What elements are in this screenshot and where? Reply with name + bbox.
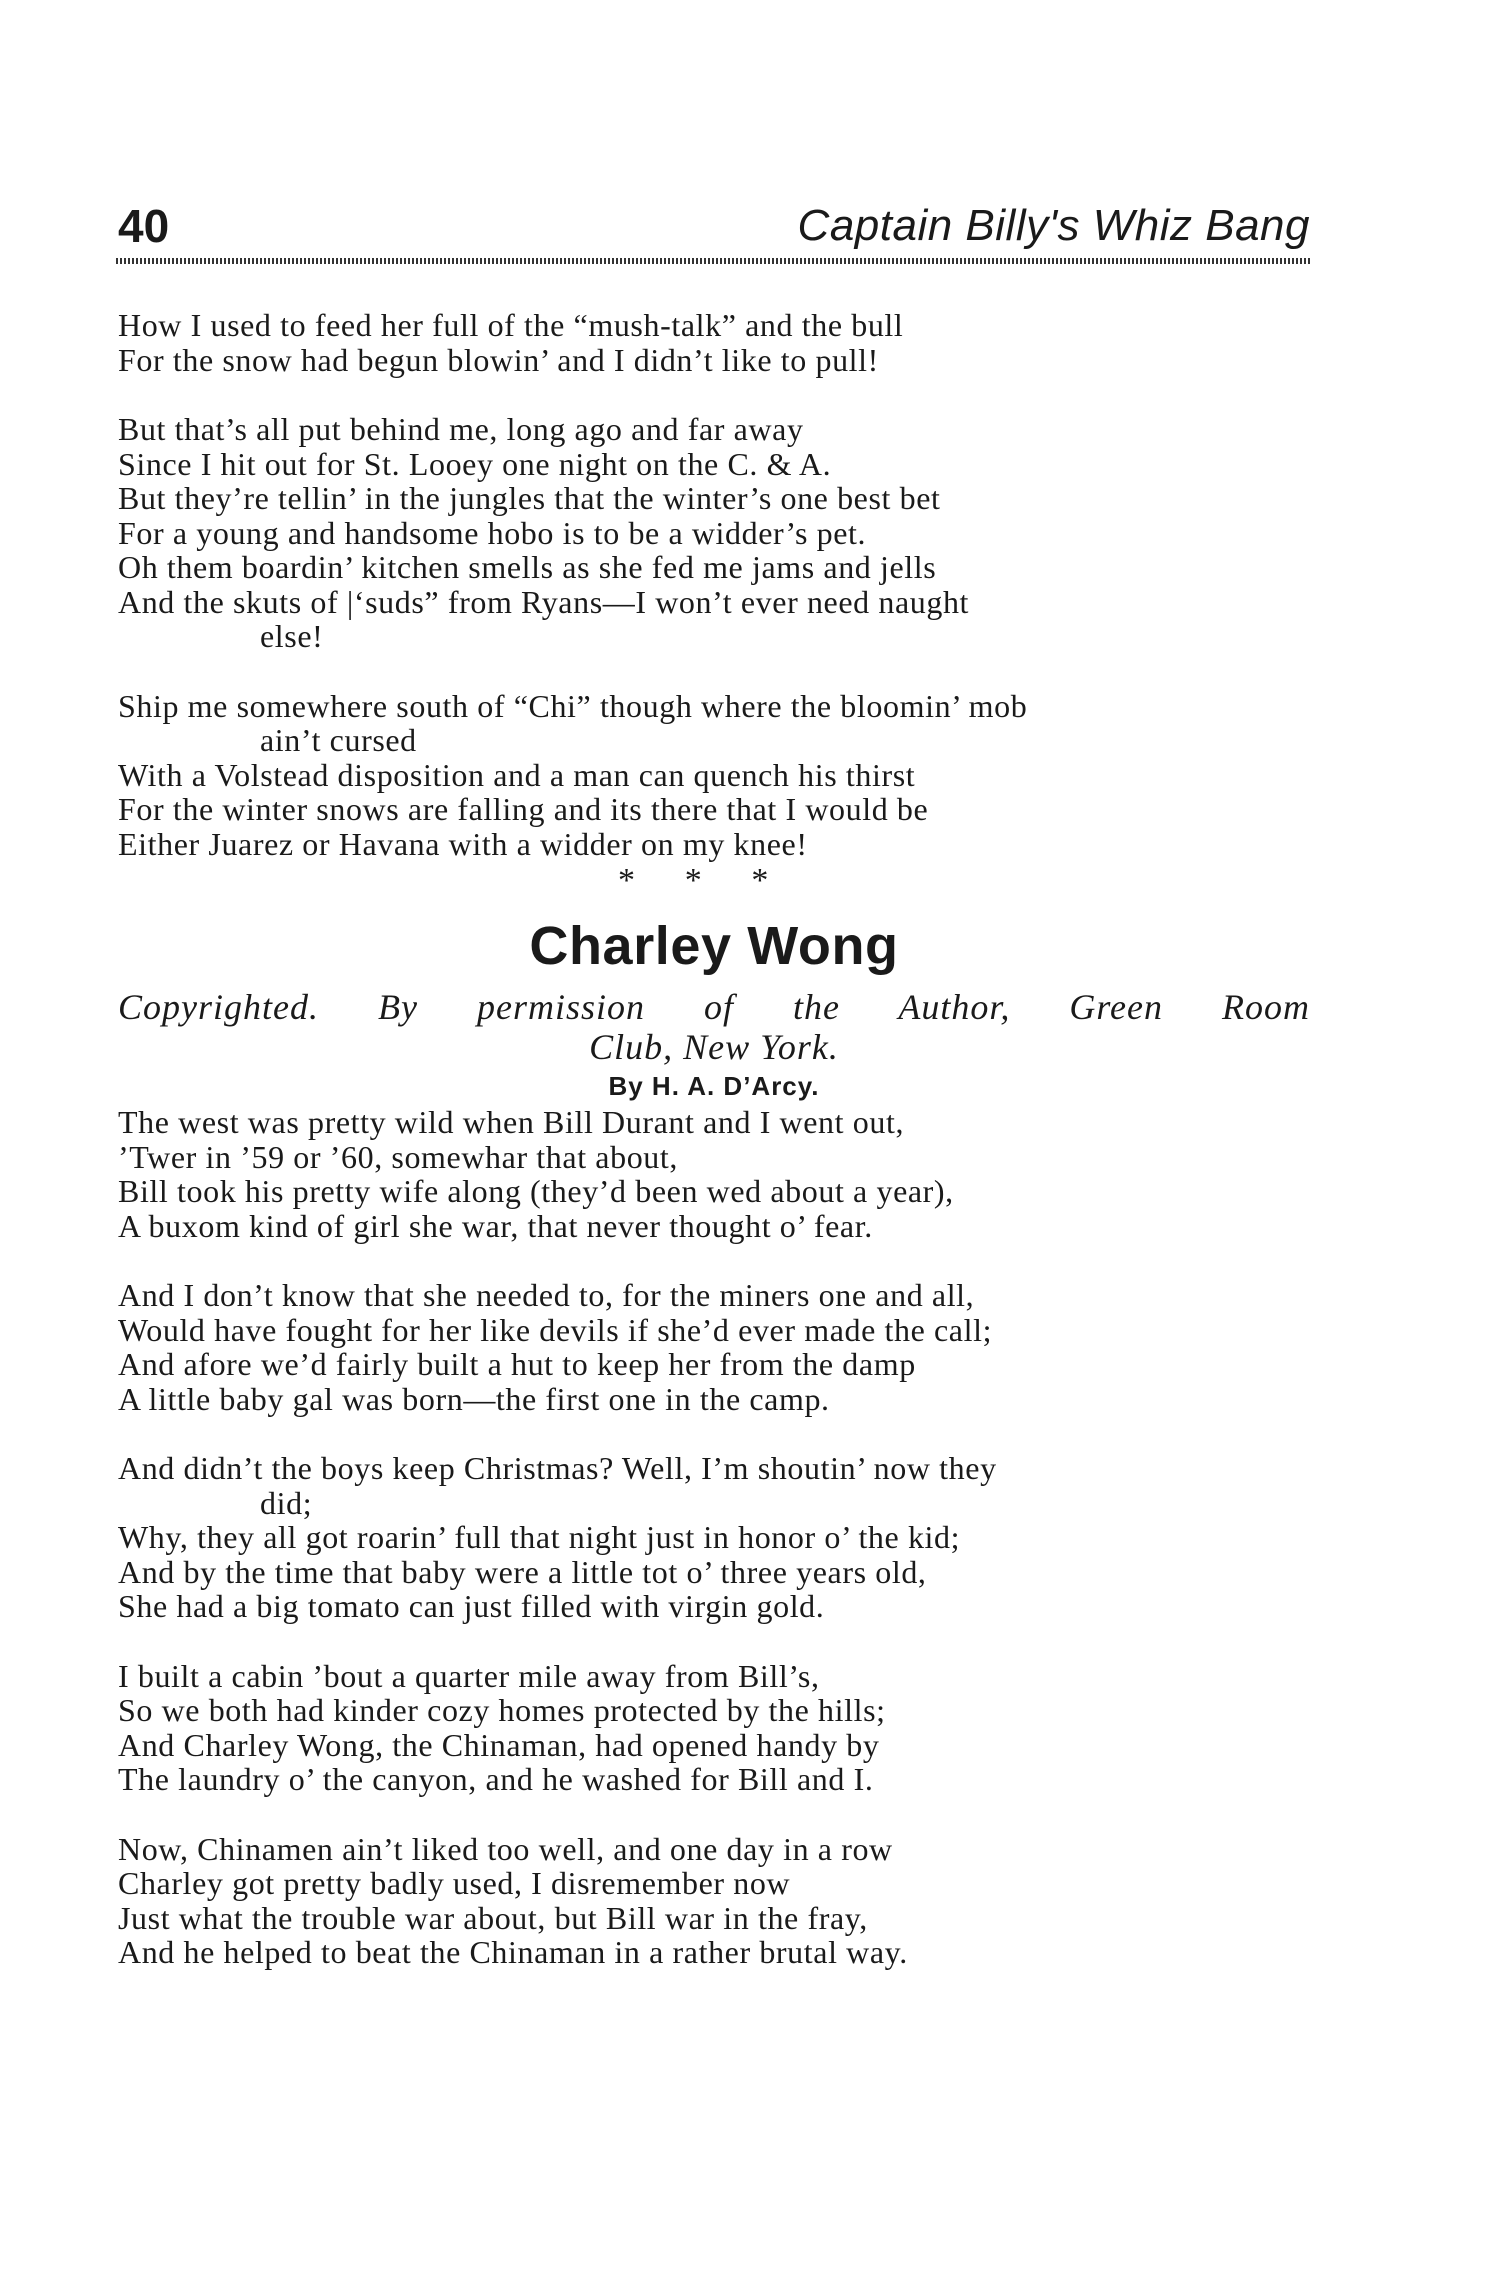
verse-line: How I used to feed her full of the “mush-talk” and the bull (118, 307, 904, 343)
stanza (118, 1832, 1318, 1970)
verse-line: Since I hit out for St. Looey one night on the C. & A. (118, 445, 832, 482)
verse-line: Why, they all got roarin’ full that night just in honor o’ the kid; (118, 1519, 961, 1555)
verse-line: The west was pretty wild when Bill Durant and I went out, (118, 1104, 905, 1140)
verse-line: A buxom kind of girl she war, that never thought o’ fear. (118, 1207, 873, 1244)
verse-line: And by the time that baby were a little tot o’ three years old, (118, 1553, 927, 1590)
verse-line: Ship me somewhere south of “Chi” though where the bloomin’ mob (118, 687, 1028, 724)
stanza (118, 1659, 1318, 1797)
verse-line: But that’s all put behind me, long ago and far away (118, 411, 804, 447)
running-title: Captain Billy's Whiz Bang (797, 201, 1310, 250)
stanza-gap (118, 377, 1318, 412)
verse-line: But they’re tellin’ in the jungles that the winter’s one best bet (118, 480, 941, 516)
stanza-gap (118, 654, 1318, 689)
header-rule (116, 258, 1312, 264)
page-number: 40 (118, 200, 170, 252)
verse-line: did; (260, 1484, 313, 1521)
verse-line: else! (260, 618, 324, 654)
stanza (118, 689, 1318, 862)
verse-line: Bill took his pretty wife along (they’d been wed about a year), (118, 1173, 954, 1209)
verse-line: ain’t cursed (260, 722, 417, 758)
verse-line: A little baby gal was born—the first one in the camp. (118, 1380, 830, 1417)
verse-line: And the skuts of |‘suds” from Ryans—I won’t ever need naught (118, 583, 970, 620)
verse-line: The laundry o’ the canyon, and he washed for Bill and I. (118, 1761, 874, 1797)
verse-line: Either Juarez or Havana with a widder on my knee! (118, 825, 808, 862)
verse-line: So we both had kinder cozy homes protected by the hills; (118, 1692, 886, 1728)
stanza (118, 1278, 1318, 1416)
stanza-gap (118, 1624, 1318, 1659)
verse-line: Oh them boardin’ kitchen smells as she fed me jams and jells (118, 549, 937, 585)
charley-wong-poem (118, 1105, 1318, 1970)
verse-line: And Charley Wong, the Chinaman, had opened handy by (118, 1726, 880, 1763)
stanza (118, 412, 1318, 654)
verse-line: And he helped to beat the Chinaman in a rather brutal way. (118, 1934, 908, 1970)
stanza-gap (118, 1416, 1318, 1451)
copyright-credit-line-2: Club, New York. (589, 1027, 839, 1067)
poem-continuation (118, 308, 1318, 861)
verse-line: With a Volstead disposition and a man can quench his thirst (118, 756, 916, 793)
author-byline: By H. A. D’Arcy. (608, 1071, 820, 1101)
verse-line: And I don’t know that she needed to, for the miners one and all, (118, 1277, 975, 1313)
verse-line: I built a cabin ’bout a quarter mile away from Bill’s, (118, 1657, 820, 1694)
page-body (118, 308, 1318, 1970)
stanza (118, 308, 1318, 377)
verse-line: For a young and handsome hobo is to be a widder’s pet. (118, 514, 867, 551)
page-header (118, 198, 1310, 258)
verse-line: Would have fought for her like devils if she’d ever made the call; (118, 1311, 993, 1348)
stanza (118, 1105, 1318, 1243)
verse-line: And didn’t the boys keep Christmas? Well, I’m shoutin’ now they (118, 1450, 997, 1486)
verse-line: For the winter snows are falling and its there that I would be (118, 791, 929, 827)
section-separator: * * * (618, 862, 769, 899)
verse-line: For the snow had begun blowin’ and I didn’t like to pull! (118, 341, 879, 378)
stanza-gap (118, 1243, 1318, 1278)
stanza-gap (118, 1797, 1318, 1832)
verse-line: She had a big tomato can just filled with virgin gold. (118, 1588, 825, 1624)
copyright-credit-line-1: Copyrighted. By permission of the Author, Green Room (118, 987, 1310, 1027)
verse-line: ’Twer in ’59 or ’60, somewhar that about, (118, 1138, 678, 1175)
stanza (118, 1451, 1318, 1624)
verse-line: Charley got pretty badly used, I disremember now (118, 1865, 791, 1901)
verse-line: Just what the trouble war about, but Bill war in the fray, (118, 1899, 868, 1936)
verse-line: Now, Chinamen ain’t liked too well, and one day in a row (118, 1830, 893, 1867)
poem-title: Charley Wong (529, 916, 899, 976)
verse-line: And afore we’d fairly built a hut to keep her from the damp (118, 1346, 916, 1382)
